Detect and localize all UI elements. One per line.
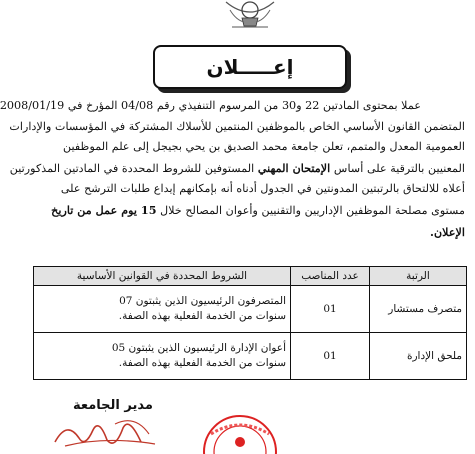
posts-table <box>33 266 467 380</box>
count-cell: 01 <box>291 286 370 333</box>
header-rank: الرتبة <box>370 267 467 286</box>
condition-cell <box>34 286 291 333</box>
signatory-title: مدير الجامعة <box>73 398 153 413</box>
body-line-1: عملا بمحتوى المادتين 22 و30 من المرسوم التنفيذي رقم 04/08 المؤرخ في 2008/01/19 <box>0 99 421 112</box>
table-row <box>34 286 467 333</box>
announcement-title-banner <box>153 45 347 89</box>
header-count: عدد المناصب <box>291 267 370 286</box>
page-title: إعـــــلان <box>206 55 294 79</box>
condition-line: أعوان الإدارة الرئيسيون الذين يثبتون 05 <box>111 342 286 354</box>
official-stamp-icon <box>195 412 285 450</box>
body-line-6 <box>33 200 465 222</box>
condition-cell <box>34 333 291 380</box>
stamp-and-signature <box>45 412 295 450</box>
professional-exam-text: الإمتحان المهني <box>257 160 331 175</box>
condition-line: سنوات من الخدمة الفعلية بهذه الصفة. <box>118 357 286 369</box>
body-line-5: أعلاه للالتحاق بالرتبتين المدونتين في الجدول أدناه أنه بإمكانهم إيداع طلبات الترشح على <box>60 182 465 196</box>
deadline-text: 15 يوم عمل من تاريخ <box>51 202 157 217</box>
table-header-row <box>34 267 467 286</box>
announcement-body <box>0 96 465 242</box>
state-emblem-icon <box>220 0 280 30</box>
rank-cell: ملحق الإدارة <box>370 333 467 380</box>
rank-cell: متصرف مستشار <box>370 286 467 333</box>
body-line-2: المتضمن القانون الأساسي الخاص بالموظفين المنتمين للأسلاك المشتركة في المؤسسات والإدارات <box>9 119 465 133</box>
body-line-4-end: المستوفين للشروط المحددة في المادتين المذكورتين <box>9 161 255 175</box>
condition-line: سنوات من الخدمة الفعلية بهذه الصفة. <box>118 310 286 322</box>
condition-line: المتصرفون الرئيسيون الذين يثبتون 07 <box>119 295 286 307</box>
header-conditions: الشروط المحددة في القوانين الأساسية <box>34 267 291 286</box>
body-line-6-start: مستوى مصلحة الموظفين الإداريين والتقنيين وأعوان المصالح خلال <box>160 203 465 217</box>
body-line-4 <box>9 158 465 180</box>
body-line-7: الإعلان. <box>430 224 465 239</box>
body-line-4-start: المعنيين بالترقية على أساس <box>333 161 465 175</box>
table-row <box>34 333 467 380</box>
body-line-3: العمومية المعدل والمتمم، تعلن جامعة محمد الصديق بن يحي بجيجل إلى علم الموظفين <box>63 140 465 154</box>
count-cell: 01 <box>291 333 370 380</box>
